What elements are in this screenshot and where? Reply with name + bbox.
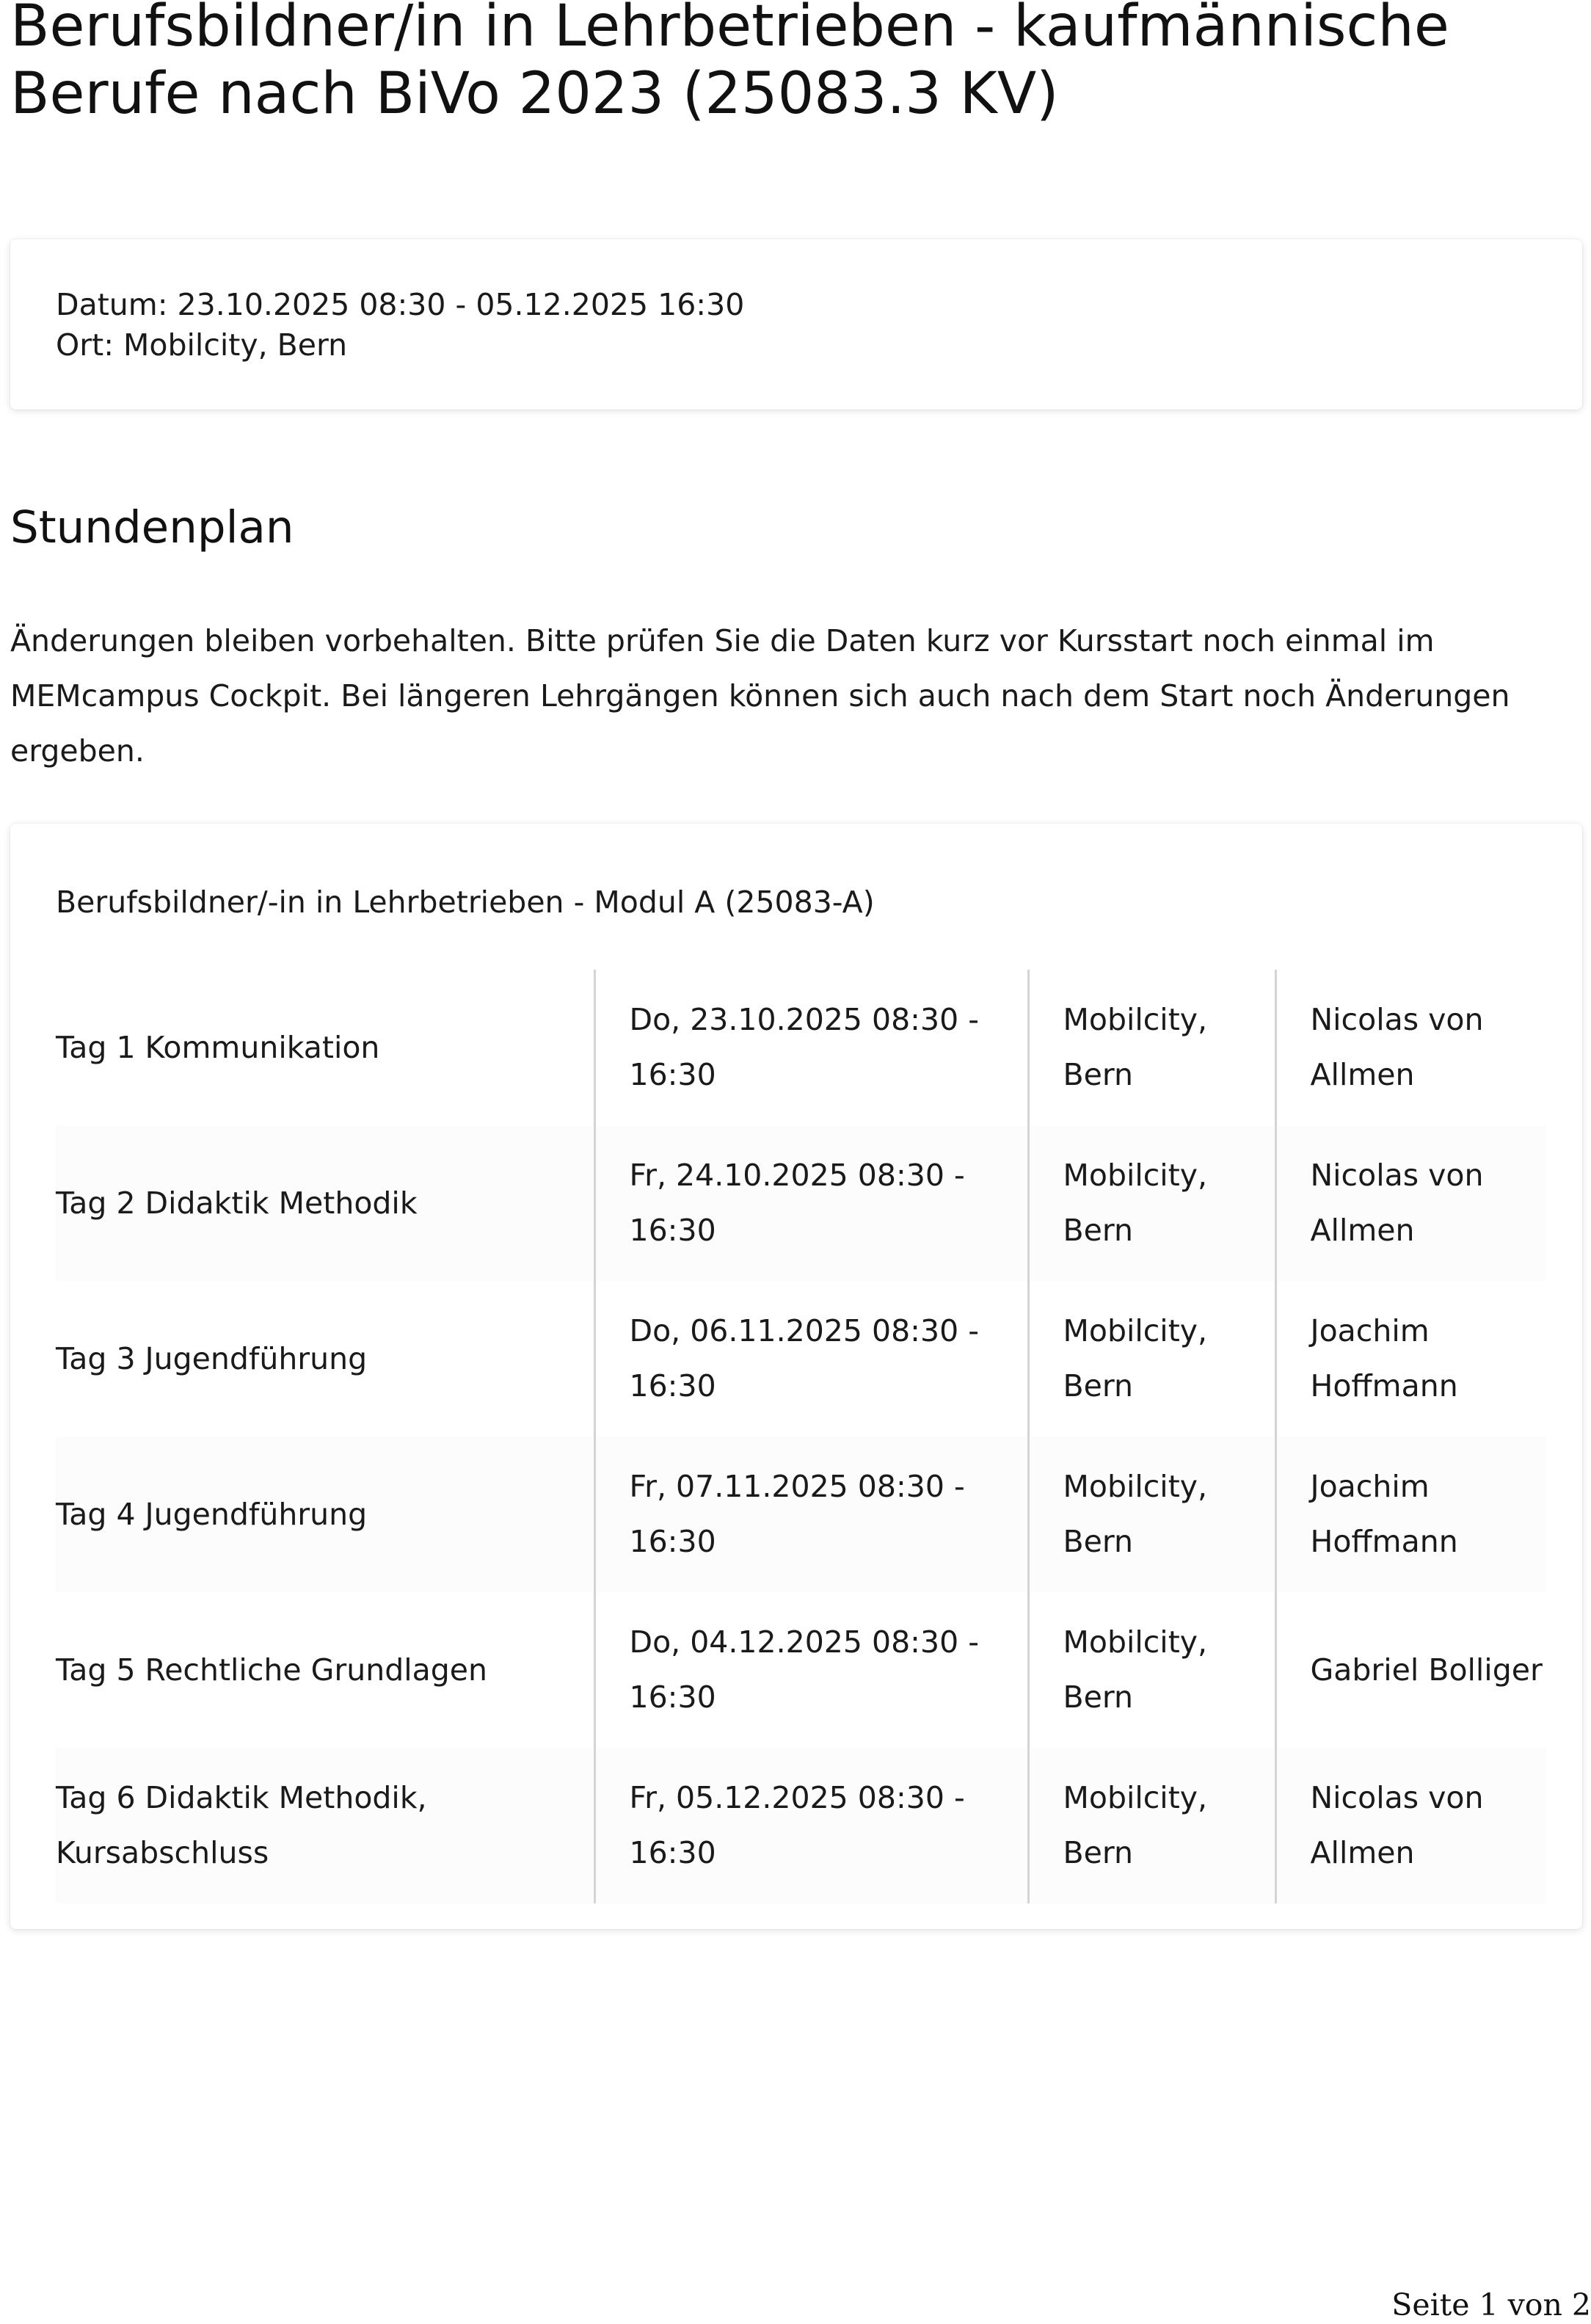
session-location: Mobilcity, Bern bbox=[1028, 1437, 1275, 1592]
module-title: Berufsbildner/-in in Lehrbetrieben - Modul A (25083-A) bbox=[56, 885, 875, 920]
session-location: Mobilcity, Bern bbox=[1028, 1748, 1275, 1903]
session-date: Fr, 07.11.2025 08:30 - 16:30 bbox=[594, 1437, 1028, 1592]
course-date: Datum: 23.10.2025 08:30 - 05.12.2025 16:30 bbox=[56, 287, 745, 322]
session-location: Mobilcity, Bern bbox=[1028, 1592, 1275, 1748]
session-lecturer: Joachim Hoffmann bbox=[1275, 1281, 1546, 1437]
session-title: Tag 2 Didaktik Methodik bbox=[56, 1125, 594, 1281]
session-lecturer: Nicolas von Allmen bbox=[1275, 1748, 1546, 1903]
session-date: Do, 06.11.2025 08:30 - 16:30 bbox=[594, 1281, 1028, 1437]
module-card bbox=[10, 824, 1582, 1929]
course-location: Ort: Mobilcity, Bern bbox=[56, 327, 348, 363]
schedule-table bbox=[56, 970, 1546, 1903]
table-row bbox=[56, 1437, 1546, 1592]
session-title: Tag 5 Rechtliche Grundlagen bbox=[56, 1652, 487, 1688]
table-row bbox=[56, 1748, 1546, 1903]
session-lecturer: Nicolas von Allmen bbox=[1275, 970, 1546, 1125]
session-title: Tag 4 Jugendführung bbox=[56, 1437, 594, 1592]
table-row bbox=[56, 970, 1546, 1125]
session-title: Tag 3 Jugendführung bbox=[56, 1340, 368, 1376]
session-location: Mobilcity, Bern bbox=[1028, 1125, 1275, 1281]
course-info-card bbox=[10, 239, 1582, 410]
session-lecturer: Gabriel Bolliger bbox=[1275, 1592, 1546, 1748]
session-date: Fr, 05.12.2025 08:30 - 16:30 bbox=[594, 1748, 1028, 1903]
session-title: Tag 1 Kommunikation bbox=[56, 1029, 380, 1065]
session-date: Fr, 24.10.2025 08:30 - 16:30 bbox=[594, 1125, 1028, 1281]
table-row bbox=[56, 1281, 1546, 1437]
session-date: Do, 23.10.2025 08:30 - 16:30 bbox=[594, 970, 1028, 1125]
session-title: Tag 6 Didaktik Methodik, Kursabschluss bbox=[56, 1748, 594, 1903]
schedule-notice: Änderungen bleiben vorbehalten. Bitte prüfen Sie die Daten kurz vor Kursstart noch einmal im MEMcampus Cockpit. Bei längeren Lehrgängen können sich auch nach dem Start noch Änderungen ergeben. bbox=[10, 623, 1510, 769]
table-row bbox=[56, 1125, 1546, 1281]
session-location: Mobilcity, Bern bbox=[1028, 1281, 1275, 1437]
session-lecturer: Joachim Hoffmann bbox=[1275, 1437, 1546, 1592]
session-location: Mobilcity, Bern bbox=[1028, 970, 1275, 1125]
schedule-heading: Stundenplan bbox=[10, 501, 294, 553]
session-lecturer: Nicolas von Allmen bbox=[1275, 1125, 1546, 1281]
session-date: Do, 04.12.2025 08:30 - 16:30 bbox=[594, 1592, 1028, 1748]
page-indicator: Seite 1 von 2 bbox=[1391, 2287, 1591, 2323]
table-row bbox=[56, 1592, 1546, 1748]
page-title: Berufsbildner/in in Lehrbetrieben - kaufmännische Berufe nach BiVo 2023 (25083.3 KV) bbox=[10, 0, 1449, 127]
